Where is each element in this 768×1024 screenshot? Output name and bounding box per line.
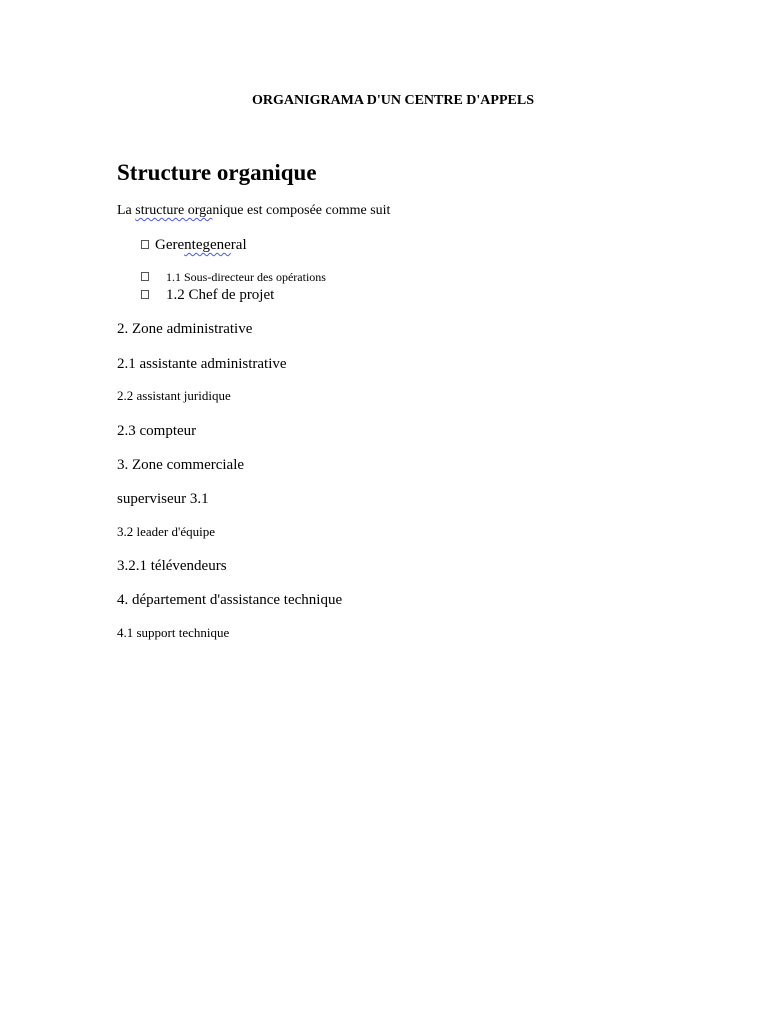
list-item-text: 1.2 Chef de projet [166,287,275,303]
section-line: 2.1 assistante administrative [117,356,287,372]
section-line: 3.2 leader d'équipe [117,524,215,539]
spellcheck-flagged-text: structure orga [135,203,213,218]
section-line: 2. Zone administrative [117,321,253,337]
section-line: 3. Zone commerciale [117,457,245,473]
section-heading: Structure organique [117,160,317,185]
intro-text-end: nique est composée comme suit [212,203,391,218]
list-item-text-start: Gere [155,237,185,253]
section-line: 3.2.1 télévendeurs [117,558,227,574]
missing-glyph-bullet-icon [141,272,149,281]
section-line: 4.1 support technique [117,625,230,640]
missing-glyph-bullet-icon [141,240,149,249]
list-item-text: 1.1 Sous-directeur des opérations [166,270,326,284]
list-item-level2 [141,271,326,283]
section-line: 2.3 compteur [117,423,197,439]
missing-glyph-bullet-icon [141,290,149,299]
list-item-level1 [141,238,247,253]
list-item-level2 [141,288,274,303]
list-item-text-end: ral [230,237,247,253]
spellcheck-flagged-text: ntegene [184,237,231,253]
intro-paragraph [117,204,390,218]
section-line: superviseur 3.1 [117,491,209,507]
intro-text-start: La [117,203,136,218]
document-title: ORGANIGRAMA D'UN CENTRE D'APPELS [252,93,534,108]
section-line: 2.2 assistant juridique [117,388,231,403]
section-line: 4. département d'assistance technique [117,592,343,608]
